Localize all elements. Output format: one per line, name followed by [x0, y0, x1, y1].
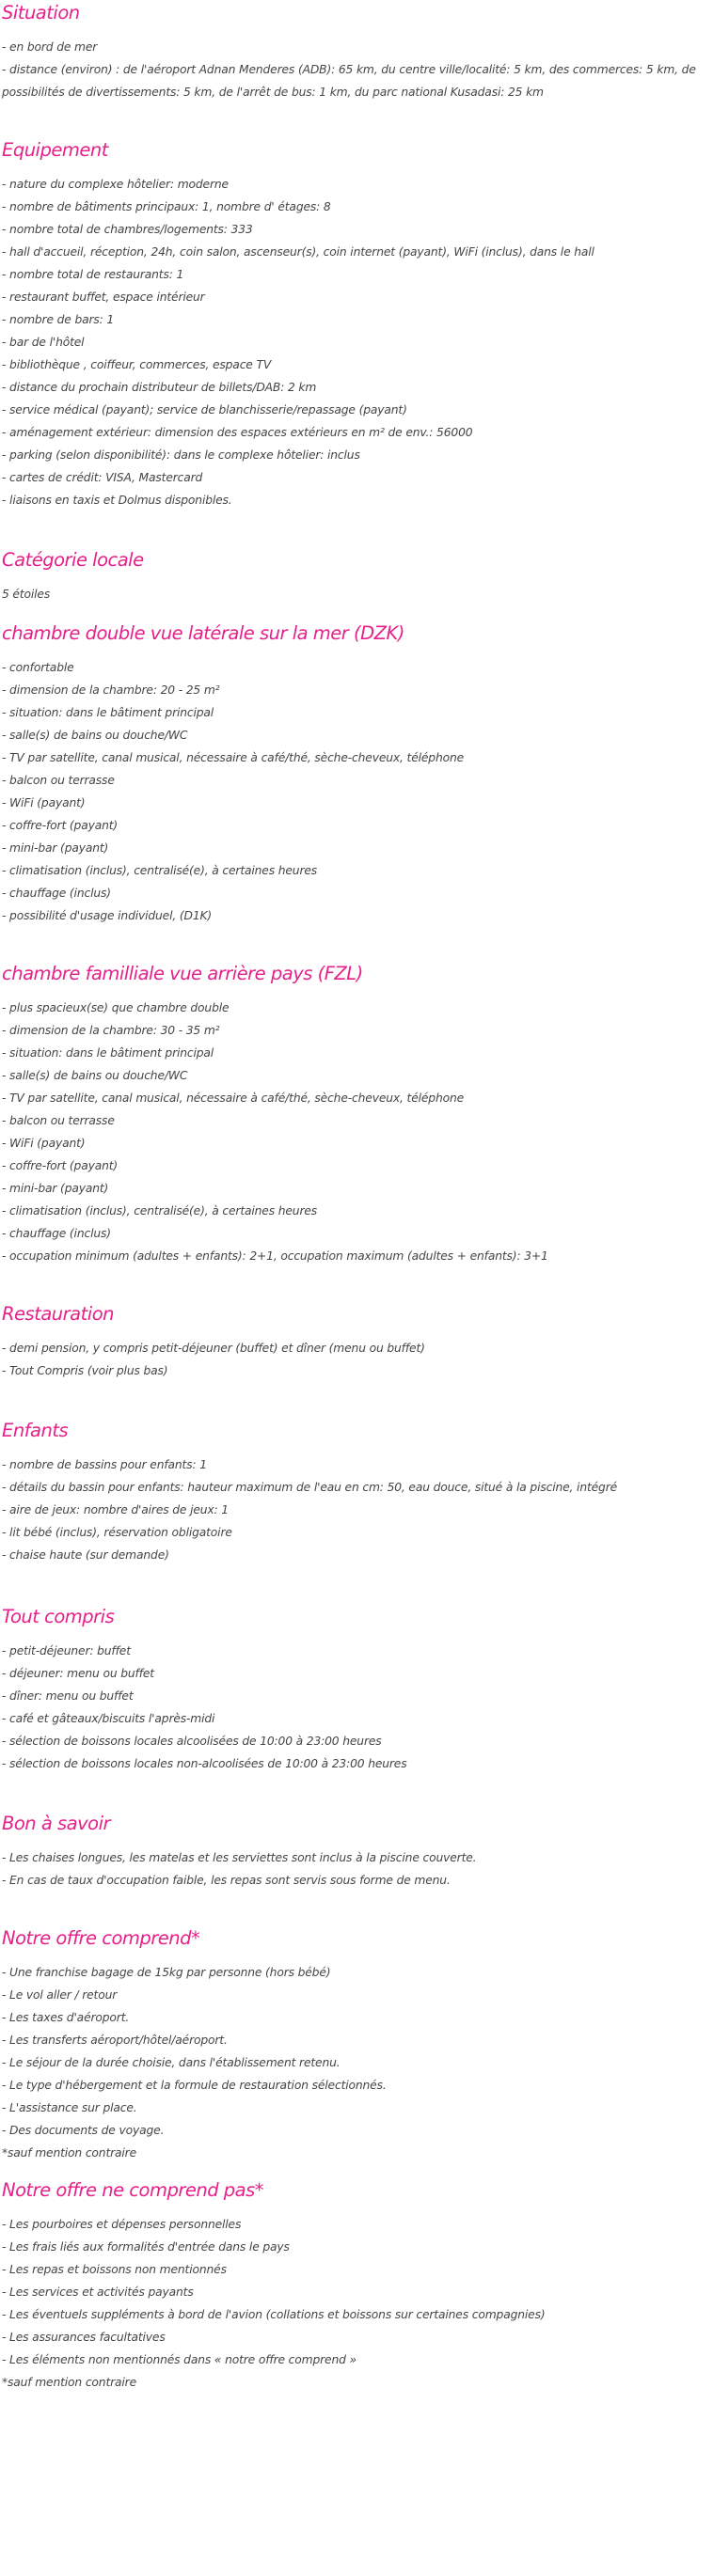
section-body [2, 36, 709, 103]
list-item: - nombre de bâtiments principaux: 1, nombre d' étages: 8 [2, 200, 331, 213]
section-9 [2, 1925, 709, 2164]
list-item: - Les services et activités payants [2, 2285, 194, 2299]
section-title: Notre offre comprend* [2, 1927, 200, 1949]
list-item: - Les frais liés aux formalités d'entrée dans le pays [2, 2240, 290, 2254]
list-item: - déjeuner: menu ou buffet [2, 1667, 154, 1680]
list-item: - parking (selon disponibilité): dans le complexe hôtelier: inclus [2, 448, 360, 462]
list-item: - salle(s) de bains ou douche/WC [2, 1069, 188, 1082]
section-body [2, 1640, 709, 1775]
list-item: - nombre total de chambres/logements: 333 [2, 223, 253, 236]
list-item: - TV par satellite, canal musical, nécessaire à café/thé, sèche-cheveux, téléphone [2, 1092, 465, 1105]
list-item: - en bord de mer [2, 40, 98, 54]
list-item: - dimension de la chambre: 20 - 25 m² [2, 683, 220, 697]
list-item: - dimension de la chambre: 30 - 35 m² [2, 1024, 220, 1037]
list-item: - nature du complexe hôtelier: moderne [2, 178, 229, 191]
list-item: - situation: dans le bâtiment principal [2, 706, 214, 719]
list-item: - restaurant buffet, espace intérieur [2, 291, 205, 304]
list-item: - confortable [2, 661, 74, 674]
list-item: - sélection de boissons locales non-alcoolisées de 10:00 à 23:00 heures [2, 1757, 407, 1770]
list-item: - TV par satellite, canal musical, nécessaire à café/thé, sèche-cheveux, téléphone [2, 751, 465, 764]
list-item: - En cas de taux d'occupation faible, les repas sont servis sous forme de menu. [2, 1874, 451, 1887]
list-item: - hall d'accueil, réception, 24h, coin salon, ascenseur(s), coin internet (payant), WiFi (inclus), dans le hall [2, 245, 594, 259]
section-body [2, 1961, 709, 2164]
list-item: - balcon ou terrasse [2, 774, 115, 787]
list-item: - chaise haute (sur demande) [2, 1548, 169, 1562]
list-item: - distance du prochain distributeur de billets/DAB: 2 km [2, 381, 317, 394]
section-6 [2, 1418, 709, 1566]
list-item: - chauffage (inclus) [2, 887, 111, 900]
list-item: *sauf mention contraire [2, 2146, 137, 2160]
list-item: - aire de jeux: nombre d'aires de jeux: 1 [2, 1503, 229, 1516]
list-item: - Le type d'hébergement et la formule de restauration sélectionnés. [2, 2079, 387, 2092]
list-item: - bar de l'hôtel [2, 336, 85, 349]
section-4 [2, 961, 709, 1267]
list-item: - Les éléments non mentionnés dans « notre offre comprend » [2, 2353, 356, 2366]
list-item: - mini-bar (payant) [2, 1182, 109, 1195]
section-body [2, 997, 709, 1267]
list-item: - sélection de boissons locales alcoolisées de 10:00 à 23:00 heures [2, 1735, 382, 1748]
list-item: - Les repas et boissons non mentionnés [2, 2263, 227, 2276]
list-item: - Les chaises longues, les matelas et les serviettes sont inclus à la piscine couverte. [2, 1851, 477, 1864]
list-item: 5 étoiles [2, 588, 51, 601]
list-item: - balcon ou terrasse [2, 1114, 115, 1127]
section-body [2, 1453, 709, 1566]
list-item: - distance (environ) : de l'aéroport Adnan Menderes (ADB): 65 km, du centre ville/localité: 5 km, des commerces: 5 km, de possibilités de divertissements: 5 km, de l'arrêt de bus: 1 km, du parc national Kusadasi: 25 km [2, 63, 696, 99]
section-body [2, 1846, 709, 1892]
list-item: - Les éventuels suppléments à bord de l'avion (collations et boissons sur certaines compagnies) [2, 2308, 546, 2321]
list-item: - coffre-fort (payant) [2, 1159, 119, 1172]
list-item: - Des documents de voyage. [2, 2124, 165, 2137]
list-item: - chauffage (inclus) [2, 1227, 111, 1240]
list-item: - possibilité d'usage individuel, (D1K) [2, 909, 213, 922]
list-item: - Le séjour de la durée choisie, dans l'établissement retenu. [2, 2056, 341, 2069]
list-item: - Tout Compris (voir plus bas) [2, 1364, 168, 1377]
list-item: - situation: dans le bâtiment principal [2, 1046, 214, 1060]
list-item: - Les pourboires et dépenses personnelles [2, 2218, 242, 2231]
section-title: Restauration [2, 1303, 114, 1325]
section-body [2, 1337, 709, 1382]
list-item: - petit-déjeuner: buffet [2, 1644, 131, 1657]
section-title: Situation [2, 2, 80, 24]
list-item: *sauf mention contraire [2, 2376, 137, 2389]
list-item: - aménagement extérieur: dimension des espaces extérieurs en m² de env.: 56000 [2, 426, 473, 439]
section-body [2, 583, 709, 605]
section-7 [2, 1604, 709, 1775]
section-body [2, 2213, 709, 2394]
section-1 [2, 137, 709, 511]
list-item: - Le vol aller / retour [2, 1988, 118, 2002]
list-item: - salle(s) de bains ou douche/WC [2, 729, 188, 742]
list-item: - Les taxes d'aéroport. [2, 2011, 130, 2024]
list-item: - nombre de bassins pour enfants: 1 [2, 1458, 207, 1471]
list-item: - cartes de crédit: VISA, Mastercard [2, 471, 203, 484]
list-item: - L'assistance sur place. [2, 2101, 137, 2114]
list-item: - lit bébé (inclus), réservation obligatoire [2, 1526, 232, 1539]
list-item: - WiFi (payant) [2, 796, 86, 809]
list-item: - coffre-fort (payant) [2, 819, 119, 832]
list-item: - nombre total de restaurants: 1 [2, 268, 184, 281]
list-item: - service médical (payant); service de blanchisserie/repassage (payant) [2, 403, 407, 416]
section-title: Enfants [2, 1420, 69, 1441]
list-item: - climatisation (inclus), centralisé(e), à certaines heures [2, 1204, 318, 1217]
list-item: - WiFi (payant) [2, 1137, 86, 1150]
section-title: Bon à savoir [2, 1813, 111, 1834]
list-item: - occupation minimum (adultes + enfants): 2+1, occupation maximum (adultes + enfants): 3+1 [2, 1249, 548, 1263]
section-body [2, 656, 709, 927]
list-item: - Les assurances facultatives [2, 2331, 166, 2344]
section-3 [2, 620, 709, 927]
list-item: - nombre de bars: 1 [2, 313, 115, 326]
section-8 [2, 1811, 709, 1892]
section-title: Catégorie locale [2, 549, 144, 571]
list-item: - dîner: menu ou buffet [2, 1689, 134, 1703]
list-item: - climatisation (inclus), centralisé(e), à certaines heures [2, 864, 318, 877]
list-item: - détails du bassin pour enfants: hauteur maximum de l'eau en cm: 50, eau douce, situé à la piscine, intégré [2, 1481, 618, 1494]
section-title: Notre offre ne comprend pas* [2, 2179, 264, 2201]
list-item: - Les transferts aéroport/hôtel/aéroport. [2, 2034, 228, 2047]
list-item: - plus spacieux(se) que chambre double [2, 1001, 230, 1014]
section-title: Tout compris [2, 1606, 115, 1627]
list-item: - demi pension, y compris petit-déjeuner (buffet) et dîner (menu ou buffet) [2, 1342, 425, 1355]
section-5 [2, 1301, 709, 1382]
section-title: chambre double vue latérale sur la mer (DZK) [2, 622, 404, 644]
list-item: - bibliothèque , coiffeur, commerces, espace TV [2, 358, 272, 371]
list-item: - Une franchise bagage de 15kg par personne (hors bébé) [2, 1966, 331, 1979]
section-title: Equipement [2, 139, 108, 161]
list-item: - café et gâteaux/biscuits l'après-midi [2, 1712, 215, 1725]
list-item: - mini-bar (payant) [2, 841, 109, 855]
section-2 [2, 547, 709, 605]
section-10 [2, 2177, 709, 2394]
section-body [2, 173, 709, 511]
section-0 [2, 0, 709, 103]
list-item: - liaisons en taxis et Dolmus disponibles. [2, 494, 232, 507]
section-title: chambre familliale vue arrière pays (FZL) [2, 963, 363, 984]
